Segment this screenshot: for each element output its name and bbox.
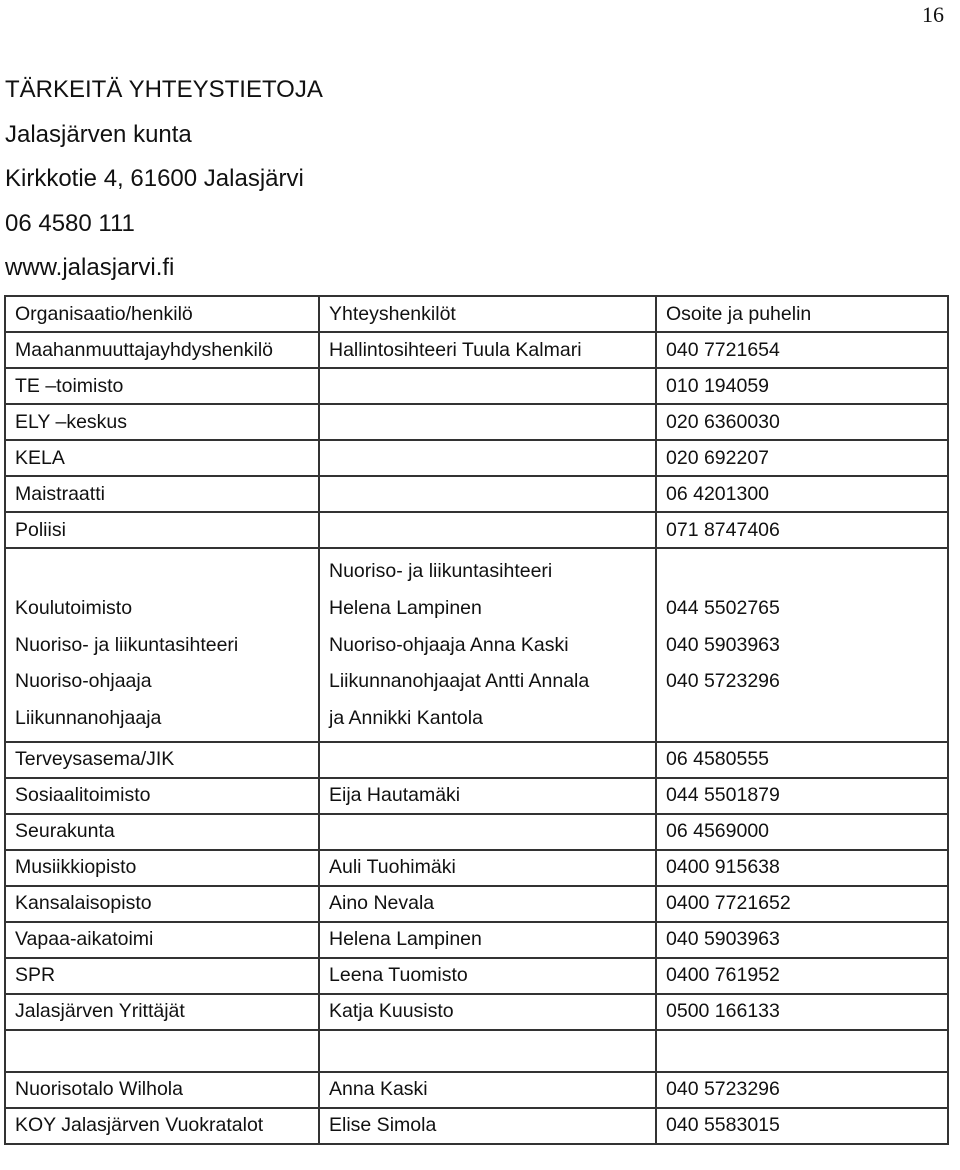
table-row [5,440,948,476]
contact-cell: Hallintosihteeri Tuula Kalmari [319,332,656,368]
contact-cell: Eija Hautamäki [319,778,656,814]
organisation-cell: SPR [5,958,319,994]
table-row [5,922,948,958]
table-row [5,512,948,548]
youth-organisation-line: Nuoriso-ohjaaja [15,670,152,693]
youth-contact-line: Nuoriso-ohjaaja Anna Kaski [329,633,569,656]
phone-cell: 06 4201300 [656,476,948,512]
table-header-row [5,296,948,332]
contact-cell [319,476,656,512]
youth-phone-line [666,553,947,590]
page-number: 16 [922,2,944,27]
phone-cell: 0500 166133 [656,994,948,1030]
table-row [5,886,948,922]
youth-phone-line: 040 5903963 [666,633,780,656]
organisation-cell: KELA [5,440,319,476]
organisation-cell: Sosiaalitoimisto [5,778,319,814]
table-row [5,404,948,440]
table-row [5,850,948,886]
youth-phones-cell [656,548,948,742]
organisation-cell: Jalasjärven Yrittäjät [5,994,319,1030]
phone-cell: 020 6360030 [656,404,948,440]
phone-cell: 0400 7721652 [656,886,948,922]
municipality-phone: 06 4580 111 [5,209,135,237]
table-row [5,778,948,814]
phone-cell: 0400 761952 [656,958,948,994]
contact-cell [319,742,656,778]
phone-cell: 010 194059 [656,368,948,404]
organisation-cell: KOY Jalasjärven Vuokratalot [5,1108,319,1144]
organisation-cell: Musiikkiopisto [5,850,319,886]
contact-cell [319,368,656,404]
contact-cell: Leena Tuomisto [319,958,656,994]
contacts-table [4,295,949,1145]
youth-contact-line: ja Annikki Kantola [329,707,483,730]
youth-organisation-line: Nuoriso- ja liikuntasihteeri [15,633,239,656]
contact-cell: Helena Lampinen [319,922,656,958]
youth-organisations-cell [5,548,319,742]
page-title: TÄRKEITÄ YHTEYSTIETOJA [5,76,323,103]
phone-cell: 020 692207 [656,440,948,476]
table-row [5,332,948,368]
header-organisation: Organisaatio/henkilö [5,296,319,332]
table-row [5,742,948,778]
header-contacts: Yhteyshenkilöt [319,296,656,332]
contact-cell [319,512,656,548]
municipality-name: Jalasjärven kunta [5,120,192,148]
youth-contacts-cell [319,548,656,742]
phone-cell: 040 5723296 [656,1072,948,1108]
youth-organisation-line: Liikunnanohjaaja [15,707,162,730]
phone-cell: 040 5903963 [656,922,948,958]
youth-contact-line: Nuoriso- ja liikuntasihteeri [329,560,553,582]
empty-cell [5,1030,319,1072]
empty-row [5,1030,948,1072]
youth-phone-line: 044 5502765 [666,596,780,619]
contact-cell: Aino Nevala [319,886,656,922]
youth-contact-line: Helena Lampinen [329,596,482,619]
table-row [5,958,948,994]
table-row [5,1072,948,1108]
youth-phone-line [666,700,947,737]
youth-services-row [5,548,948,742]
table-row [5,368,948,404]
empty-cell [656,1030,948,1072]
youth-organisation-line [15,553,318,590]
contact-cell: Anna Kaski [319,1072,656,1108]
organisation-cell: TE –toimisto [5,368,319,404]
contact-cell: Auli Tuohimäki [319,850,656,886]
organisation-cell: Terveysasema/JIK [5,742,319,778]
municipality-address: Kirkkotie 4, 61600 Jalasjärvi [5,165,304,192]
contact-cell [319,440,656,476]
contact-cell: Elise Simola [319,1108,656,1144]
organisation-cell: Kansalaisopisto [5,886,319,922]
contact-cell [319,814,656,850]
phone-cell: 06 4580555 [656,742,948,778]
organisation-cell: Seurakunta [5,814,319,850]
table-row [5,476,948,512]
phone-cell: 06 4569000 [656,814,948,850]
table-row [5,814,948,850]
contact-cell [319,404,656,440]
table-row [5,1108,948,1144]
phone-cell: 044 5501879 [656,778,948,814]
phone-cell: 040 5583015 [656,1108,948,1144]
phone-cell: 071 8747406 [656,512,948,548]
phone-cell: 0400 915638 [656,850,948,886]
phone-cell: 040 7721654 [656,332,948,368]
contact-header [5,68,323,291]
table-row [5,994,948,1030]
header-address-phone: Osoite ja puhelin [656,296,948,332]
organisation-cell: Maistraatti [5,476,319,512]
organisation-cell: Nuorisotalo Wilhola [5,1072,319,1108]
organisation-cell: Vapaa-aikatoimi [5,922,319,958]
organisation-cell: Maahanmuuttajayhdyshenkilö [5,332,319,368]
youth-phone-line: 040 5723296 [666,670,780,693]
youth-organisation-line: Koulutoimisto [15,596,133,619]
empty-cell [319,1030,656,1072]
youth-contact-line: Liikunnanohjaajat Antti Annala [329,670,590,693]
organisation-cell: ELY –keskus [5,404,319,440]
municipality-website: www.jalasjarvi.fi [5,254,175,281]
organisation-cell: Poliisi [5,512,319,548]
contact-cell: Katja Kuusisto [319,994,656,1030]
